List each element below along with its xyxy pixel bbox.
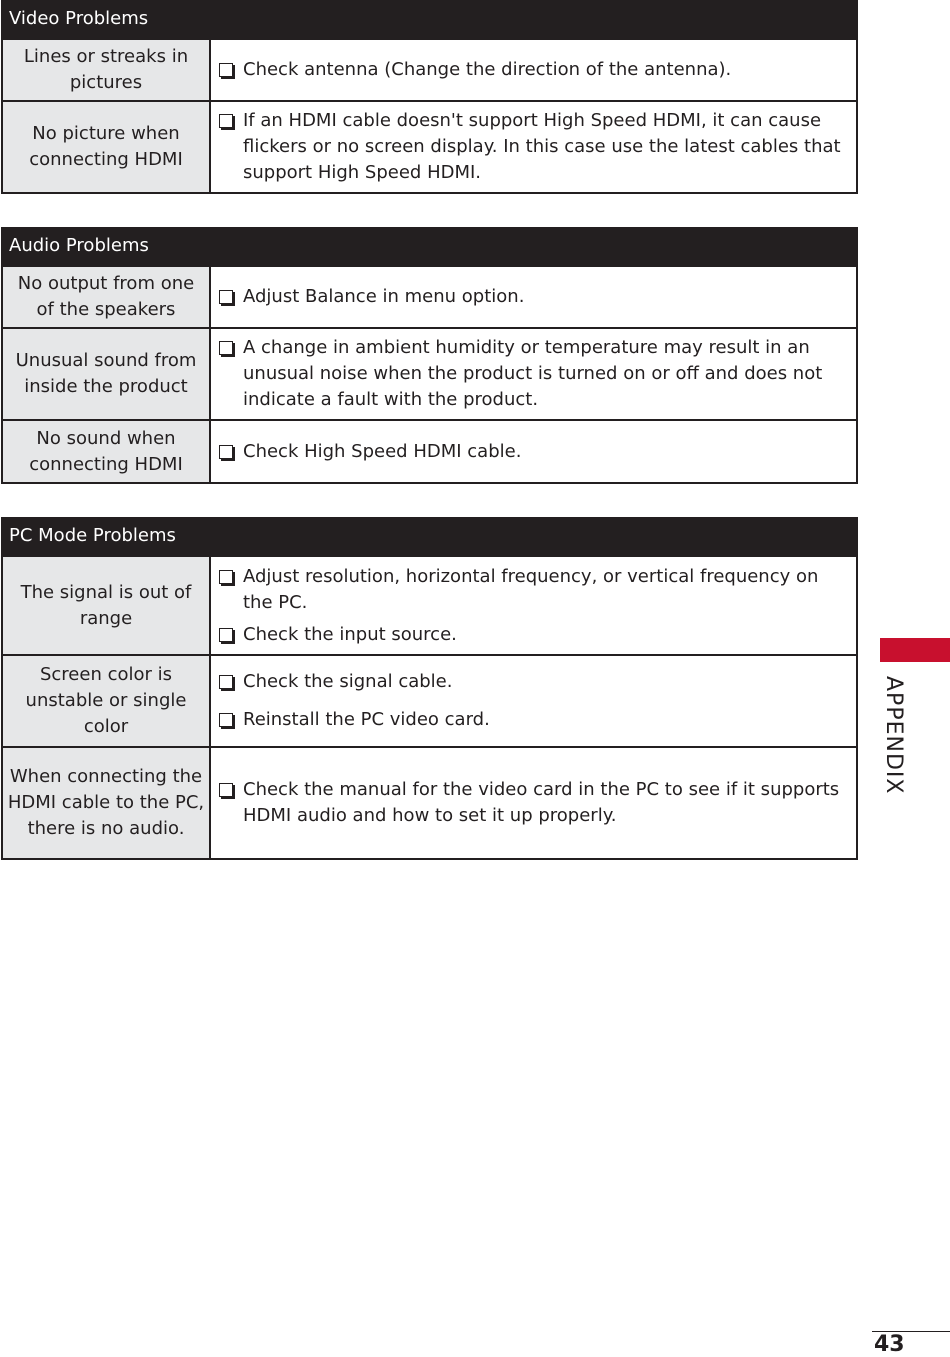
solution-cell [210,101,857,193]
table-row [2,101,857,193]
section-header: Audio Problems [1,227,858,265]
troubleshooting-table [1,38,858,194]
checkbox-icon [219,570,233,584]
video-problems-section [1,0,858,194]
solution-text: A change in ambient humidity or temperature may result in an unusual noise when the product is turned on or off and does not indicate a fault with the product. [243,337,823,410]
table-row [2,747,857,859]
solution-cell [210,266,857,328]
problem-cell: No sound when connecting HDMI [2,420,210,483]
table-row [2,655,857,747]
solution-text: Adjust resolution, horizontal frequency, or vertical frequency on the PC. [243,565,819,613]
solution-cell [210,328,857,420]
table-row [2,266,857,328]
solution-cell [210,747,857,859]
problem-cell: When connecting the HDMI cable to the PC, there is no audio. [2,747,210,859]
solution-item [219,777,846,829]
problem-cell: The signal is out of range [2,556,210,655]
solution-text: If an HDMI cable doesn't support High Speed HDMI, it can cause flickers or no screen display. In this case use the latest cables that support High Speed HDMI. [243,110,841,183]
checkbox-icon [219,445,233,459]
solution-item [219,57,846,83]
solution-cell [210,39,857,101]
appendix-tab-marker [880,638,950,662]
checkbox-icon [219,63,233,77]
appendix-label: APPENDIX [881,676,906,795]
troubleshooting-table [1,265,858,484]
solution-cell [210,556,857,655]
problem-cell: Screen color is unstable or single color [2,655,210,747]
problem-cell: Lines or streaks in pictures [2,39,210,101]
solution-text: Check the input source. [243,623,457,645]
checkbox-icon [219,713,233,727]
pc-mode-problems-section [1,517,858,860]
solution-item [219,707,846,733]
solution-item [219,439,846,465]
problem-cell: No picture when connecting HDMI [2,101,210,193]
checkbox-icon [219,290,233,304]
section-header: PC Mode Problems [1,517,858,555]
problem-cell: Unusual sound from inside the product [2,328,210,420]
table-row [2,556,857,655]
problem-cell: No output from one of the speakers [2,266,210,328]
checkbox-icon [219,114,233,128]
solution-item [219,669,846,695]
table-row [2,328,857,420]
page-number: 43 [874,1332,905,1357]
checkbox-icon [219,675,233,689]
checkbox-icon [219,783,233,797]
solution-item [219,564,846,616]
troubleshooting-table [1,555,858,860]
table-row [2,39,857,101]
solution-item [219,622,846,648]
solution-text: Reinstall the PC video card. [243,709,490,730]
solution-text: Adjust Balance in menu option. [243,286,525,307]
solution-text: Check High Speed HDMI cable. [243,440,522,462]
solution-item [219,108,846,186]
solution-text: Check the signal cable. [243,671,453,692]
section-header: Video Problems [1,0,858,38]
solution-cell [210,655,857,747]
solution-item [219,284,846,310]
solution-text: Check the manual for the video card in the PC to see if it supports HDMI audio and how to set it up properly. [243,779,840,826]
audio-problems-section [1,227,858,484]
solution-cell [210,420,857,483]
checkbox-icon [219,341,233,355]
solution-item [219,335,846,413]
table-row [2,420,857,483]
solution-text: Check antenna (Change the direction of the antenna). [243,59,732,80]
checkbox-icon [219,628,233,642]
